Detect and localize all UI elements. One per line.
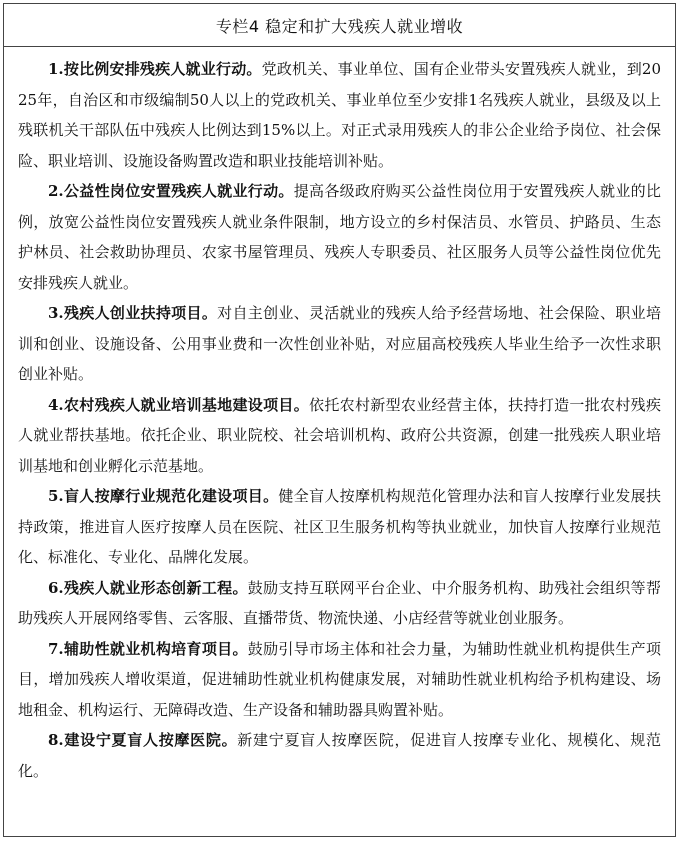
item-text: 健全盲人按摩机构规范化管理办法和盲人按摩行业发展扶持政策，推进盲人医疗按摩人员在医院、社区卫生服务机构等执业就业，加快盲人按摩行业规范化、标准化、专业化、品牌化发展。	[18, 487, 661, 566]
item-text: 鼓励支持互联网平台企业、中介服务机构、助残社会组织等帮助残疾人开展网络零售、云客服、直播带货、物流快递、小店经营等就业创业服务。	[18, 578, 661, 627]
item-8	[18, 725, 661, 786]
item-lead: 2.公益性岗位安置残疾人就业行动。	[48, 182, 294, 200]
item-7	[18, 634, 661, 726]
column-box	[3, 3, 676, 837]
item-4	[18, 390, 661, 482]
item-text: 党政机关、事业单位、国有企业带头安置残疾人就业，到2025年，自治区和市级编制50人以上的党政机关、事业单位至少安排1名残疾人就业，县级及以上残联机关干部队伍中残疾人比例达到15%以上。对正式录用残疾人的非公企业给予岗位、社会保险、职业培训、设施设备购置改造和职业技能培训补贴。	[18, 60, 661, 170]
item-6	[18, 573, 661, 634]
item-lead: 5.盲人按摩行业规范化建设项目。	[48, 487, 279, 505]
item-2	[18, 176, 661, 298]
item-text: 依托农村新型农业经营主体，扶持打造一批农村残疾人就业帮扶基地。依托企业、职业院校、社会培训机构、政府公共资源，创建一批残疾人职业培训基地和创业孵化示范基地。	[18, 395, 661, 475]
item-5	[18, 481, 661, 573]
column-title: 专栏4 稳定和扩大残疾人就业增收	[4, 4, 675, 47]
item-lead: 8.建设宁夏盲人按摩医院。	[48, 731, 238, 749]
item-3	[18, 298, 661, 390]
item-lead: 4.农村残疾人就业培训基地建设项目。	[48, 395, 310, 414]
item-1	[18, 54, 661, 176]
item-lead: 3.残疾人创业扶持项目。	[48, 304, 218, 322]
item-lead: 7.辅助性就业机构培育项目。	[48, 639, 248, 658]
item-lead: 1.按比例安排残疾人就业行动。	[48, 60, 262, 78]
item-lead: 6.残疾人就业形态创新工程。	[48, 578, 248, 597]
item-text: 提高各级政府购买公益性岗位用于安置残疾人就业的比例，放宽公益性岗位安置残疾人就业条件限制，地方设立的乡村保洁员、水管员、护路员、生态护林员、社会救助协理员、农家书屋管理员、残疾人专职委员、社区服务人员等公益性岗位优先安排残疾人就业。	[18, 182, 661, 292]
column-body	[4, 47, 675, 786]
item-text: 新建宁夏盲人按摩医院，促进盲人按摩专业化、规模化、规范化。	[18, 731, 661, 780]
item-text: 鼓励引导市场主体和社会力量，为辅助性就业机构提供生产项目，增加残疾人增收渠道，促进辅助性就业机构健康发展，对辅助性就业机构给予机构建设、场地租金、机构运行、无障碍改造、生产设备和辅助器具购置补贴。	[18, 639, 661, 719]
item-text: 对自主创业、灵活就业的残疾人给予经营场地、社会保险、职业培训和创业、设施设备、公用事业费和一次性创业补贴，对应届高校残疾人毕业生给予一次性求职创业补贴。	[18, 304, 661, 383]
